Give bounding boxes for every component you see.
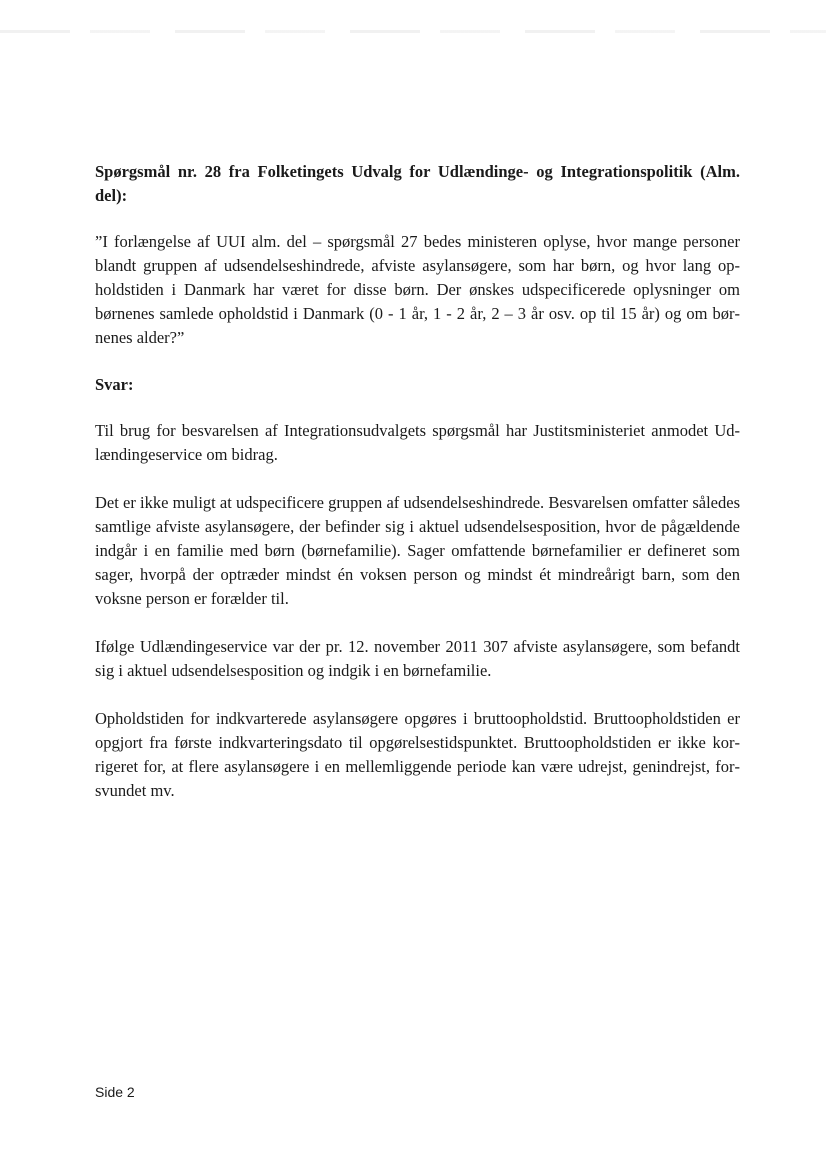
answer-paragraph: Til brug for besvarelsen af Integrationsudvalgets spørgsmål har Justitsministeriet anmodet Udlændingeservice om bidrag. [95, 421, 740, 464]
answer-paragraph: Opholdstiden for indkvarterede asylansøgere opgøres i bruttoopholdstid. Bruttoopholdstiden er opgjort fra første indkvarteringsdato til opgørelsestidspunktet. Bruttoopholdstiden er ikke korrigeret for, at flere asylansøgere i en mellemliggende periode kan være udrejst, genindrejst, forsvundet mv. [95, 709, 740, 800]
document-body [95, 160, 740, 803]
answer-paragraph: Ifølge Udlændingeservice var der pr. 12. november 2011 307 afviste asylansøgere, som befandt sig i aktuel udsendelsesposition og indgik i en børnefamilie. [95, 637, 740, 680]
question-text: ”I forlængelse af UUI alm. del – spørgsmål 27 bedes ministeren oplyse, hvor mange personer blandt gruppen af udsendelseshindrede, afviste asylansøgere, som har børn, og hvor lang opholdstiden i Danmark har været for disse børn. Der ønskes udspecificerede oplysninger om børnenes samlede opholdstid i Danmark (0 - 1 år, 1 - 2 år, 2 – 3 år osv. op til 15 år) og om børnenes alder?” [95, 232, 740, 347]
scan-artifact-line [0, 30, 826, 33]
answer-paragraph: Det er ikke muligt at udspecificere gruppen af udsendelseshindrede. Besvarelsen omfatter således samtlige afviste asylansøgere, der befinder sig i aktuel udsendelsesposition, hvor de pågældende indgår i en familie med børn (børnefamilie). Sager omfattende børnefamilier er defineret som sager, hvorpå der optræder mindst én voksen person og mindst ét mindreårigt barn, som den voksne person er forælder til. [95, 493, 740, 608]
answer-label: Svar: [95, 375, 134, 394]
page-number: Side 2 [95, 1084, 135, 1100]
question-heading: Spørgsmål nr. 28 fra Folketingets Udvalg for Udlændinge- og Integrationspolitik (Alm. del): [95, 162, 740, 205]
